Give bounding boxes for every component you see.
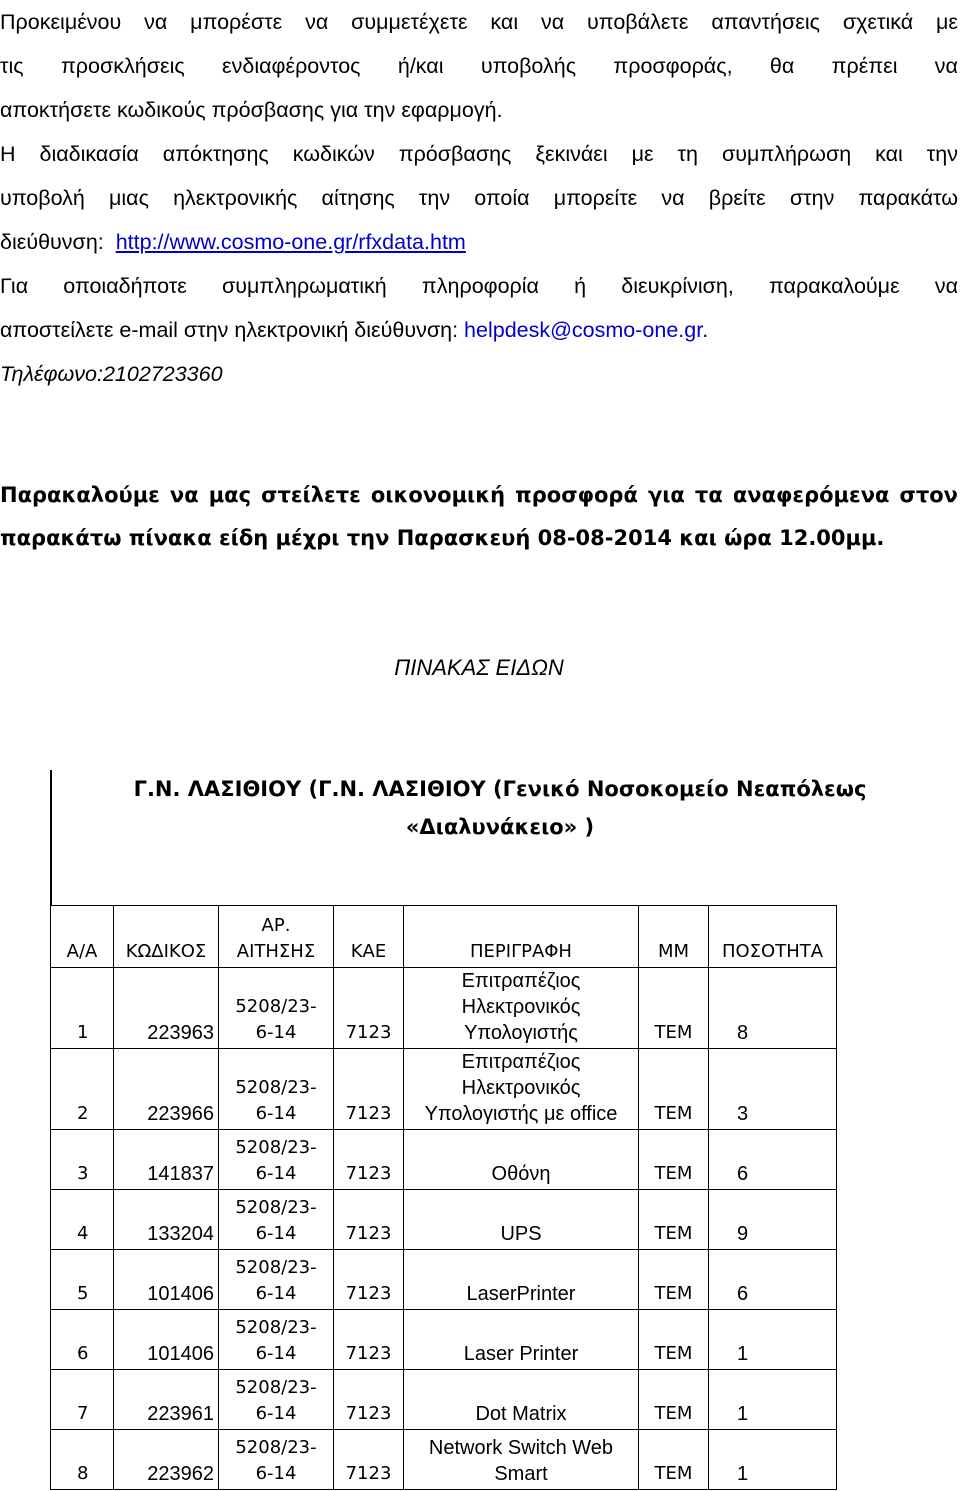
cell-quantity-text: 6 — [737, 1163, 749, 1185]
hospital-name-line: «Διαλυνάκειο» ) — [405, 815, 595, 839]
request-line: παρακάτω πίνακα είδη μέχρι την Παρασκευή 08-08-2014 και ώρα 12.00μμ. — [0, 526, 885, 550]
cell-kae — [334, 1190, 404, 1250]
cell-request-line: 5208/23- — [235, 1377, 317, 1398]
cell-code-text: 223961 — [147, 1403, 214, 1425]
cell-aa-text: 7 — [77, 1403, 89, 1424]
cell-mm-text: TEM — [654, 1223, 693, 1244]
table-row — [51, 968, 837, 1049]
intro-line: Η διαδικασία απόκτησης κωδικών πρόσβασης ξεκινάει με τη συμπλήρωση και την — [0, 142, 958, 166]
table-title: ΠΙΝΑΚΑΣ ΕΙΔΩΝ — [394, 655, 564, 680]
intro-line: τις προσκλήσεις ενδιαφέροντος ή/και υποβολής προσφοράς, θα πρέπει να — [0, 54, 958, 78]
cell-code — [114, 1130, 219, 1190]
cell-kae — [334, 1250, 404, 1310]
cell-mm — [639, 1049, 709, 1130]
cell-description-line: Υπολογιστής με office — [424, 1103, 618, 1125]
cell-request-line: 5208/23- — [235, 996, 317, 1017]
cell-request — [219, 1250, 334, 1310]
cell-code-text: 101406 — [147, 1343, 214, 1365]
cell-mm-text: TEM — [654, 1022, 693, 1043]
cell-request — [219, 1370, 334, 1430]
cell-description — [404, 1190, 639, 1250]
cell-aa-text: 4 — [77, 1223, 89, 1244]
cell-quantity-text: 8 — [737, 1022, 749, 1044]
intro-email-line — [0, 308, 958, 352]
cell-aa-text: 8 — [77, 1463, 89, 1484]
cell-code-text: 101406 — [147, 1283, 214, 1305]
cell-kae — [334, 1370, 404, 1430]
cell-kae-text: 7123 — [345, 1283, 392, 1304]
cell-code-text: 223963 — [147, 1022, 214, 1044]
cell-quantity — [709, 1049, 837, 1130]
email-label: αποστείλετε e-mail στην ηλεκτρονική διεύθυνση: — [0, 318, 459, 342]
cell-request-line: 6-14 — [255, 1403, 297, 1424]
cell-mm-text: TEM — [654, 1403, 693, 1424]
cell-kae-text: 7123 — [345, 1163, 392, 1184]
table-row — [51, 1190, 837, 1250]
cell-aa — [51, 1049, 114, 1130]
cell-aa-text: 1 — [77, 1022, 89, 1043]
cell-mm-text: TEM — [654, 1283, 693, 1304]
intro-address-line — [0, 220, 958, 264]
cell-request — [219, 1310, 334, 1370]
email-period: . — [702, 318, 709, 342]
cell-code-text: 133204 — [147, 1223, 214, 1245]
cell-request-line: 5208/23- — [235, 1077, 317, 1098]
cell-request-line: 5208/23- — [235, 1257, 317, 1278]
cell-description-line: Laser Printer — [463, 1343, 579, 1365]
cell-request-line: 6-14 — [255, 1463, 297, 1484]
cell-request-line: 6-14 — [255, 1283, 297, 1304]
cell-mm — [639, 1370, 709, 1430]
col-header-request-line: ΑΙΤΗΣΗΣ — [236, 941, 316, 962]
cell-description — [404, 1310, 639, 1370]
table-row — [51, 1310, 837, 1370]
cell-mm — [639, 1250, 709, 1310]
cell-quantity-text: 1 — [737, 1463, 749, 1485]
table-body — [51, 968, 837, 1490]
cell-code — [114, 1049, 219, 1130]
cell-request — [219, 968, 334, 1049]
helpdesk-email-link[interactable]: helpdesk@cosmo-one.gr — [464, 318, 703, 342]
cell-aa — [51, 1250, 114, 1310]
table-row — [51, 1370, 837, 1430]
intro-paragraph — [0, 0, 958, 396]
table-header-row — [51, 906, 837, 968]
cell-description-line: Επιτραπέζιος — [461, 970, 581, 992]
cell-request — [219, 1049, 334, 1130]
table-frame-border — [50, 770, 52, 906]
cell-quantity — [709, 1430, 837, 1490]
cell-aa — [51, 1430, 114, 1490]
cell-mm — [639, 1130, 709, 1190]
phone-number: Τηλέφωνο:2102723360 — [0, 362, 223, 386]
col-header-description: ΠΕΡΙΓΡΑΦΗ — [404, 906, 639, 968]
cell-kae — [334, 1430, 404, 1490]
address-label: διεύθυνση: — [0, 230, 104, 254]
col-header-aa: Α/Α — [51, 906, 114, 968]
cell-description-line: LaserPrinter — [466, 1283, 576, 1305]
cell-mm-text: TEM — [654, 1103, 693, 1124]
cell-description — [404, 1250, 639, 1310]
hospital-name — [120, 770, 880, 846]
cell-request-line: 5208/23- — [235, 1197, 317, 1218]
cell-request-line: 6-14 — [255, 1223, 297, 1244]
cell-code — [114, 1370, 219, 1430]
cell-description-line: Επιτραπέζιος — [461, 1051, 581, 1073]
cell-code-text: 223966 — [147, 1103, 214, 1125]
cell-mm — [639, 1190, 709, 1250]
cell-kae-text: 7123 — [345, 1223, 392, 1244]
cell-quantity — [709, 968, 837, 1049]
cell-aa — [51, 1190, 114, 1250]
cell-kae — [334, 968, 404, 1049]
cell-aa-text: 6 — [77, 1343, 89, 1364]
request-line: Παρακαλούμε να μας στείλετε οικονομική προσφορά για τα αναφερόμενα στον — [0, 483, 958, 507]
cell-quantity-text: 9 — [737, 1223, 749, 1245]
cell-kae-text: 7123 — [345, 1022, 392, 1043]
cell-aa — [51, 1370, 114, 1430]
cell-code — [114, 968, 219, 1049]
cell-description-line: Smart — [494, 1463, 548, 1485]
cell-request-line: 6-14 — [255, 1103, 297, 1124]
cell-mm-text: TEM — [654, 1343, 693, 1364]
cell-quantity-text: 6 — [737, 1283, 749, 1305]
cell-description — [404, 1049, 639, 1130]
cell-request — [219, 1190, 334, 1250]
cell-aa-text: 3 — [77, 1163, 89, 1184]
cell-aa-text: 2 — [77, 1103, 89, 1124]
cell-code-text: 223962 — [147, 1463, 214, 1485]
cell-aa — [51, 1130, 114, 1190]
cell-code-text: 141837 — [147, 1163, 214, 1185]
cell-description-line: Dot Matrix — [475, 1403, 567, 1425]
cell-code — [114, 1310, 219, 1370]
cell-description-line: Ηλεκτρονικός — [461, 1077, 581, 1099]
table-row — [51, 1430, 837, 1490]
cell-mm — [639, 968, 709, 1049]
cell-quantity — [709, 1130, 837, 1190]
cell-description — [404, 1370, 639, 1430]
cell-request — [219, 1430, 334, 1490]
cell-aa-text: 5 — [77, 1283, 89, 1304]
cell-quantity — [709, 1250, 837, 1310]
cell-description — [404, 1430, 639, 1490]
intro-line: αποκτήσετε κωδικούς πρόσβασης για την εφαρμογή. — [0, 98, 503, 122]
cell-request-line: 5208/23- — [235, 1137, 317, 1158]
cell-kae — [334, 1310, 404, 1370]
intro-line: Προκειμένου να μπορέστε να συμμετέχετε και να υποβάλετε απαντήσεις σχετικά με — [0, 10, 958, 34]
cell-quantity — [709, 1310, 837, 1370]
table-row — [51, 1250, 837, 1310]
cell-mm-text: TEM — [654, 1163, 693, 1184]
table-row — [51, 1049, 837, 1130]
cell-request-line: 6-14 — [255, 1343, 297, 1364]
cell-quantity — [709, 1370, 837, 1430]
cell-quantity-text: 3 — [737, 1103, 749, 1125]
col-header-quantity: ΠΟΣΟΤΗΤΑ — [709, 906, 837, 968]
cell-code — [114, 1250, 219, 1310]
col-header-kae: ΚΑΕ — [334, 906, 404, 968]
items-table — [50, 905, 837, 1490]
col-header-code: ΚΩΔΙΚΟΣ — [114, 906, 219, 968]
cell-aa — [51, 968, 114, 1049]
cell-request-line: 6-14 — [255, 1022, 297, 1043]
cell-request-line: 5208/23- — [235, 1317, 317, 1338]
rfxdata-link[interactable]: http://www.cosmo-one.gr/rfxdata.htm — [115, 230, 466, 254]
cell-aa — [51, 1310, 114, 1370]
cell-kae-text: 7123 — [345, 1343, 392, 1364]
cell-mm — [639, 1430, 709, 1490]
cell-description-line: UPS — [500, 1223, 542, 1245]
intro-line: Για οποιαδήποτε συμπληρωματική πληροφορία ή διευκρίνιση, παρακαλούμε να — [0, 274, 958, 298]
cell-mm-text: TEM — [654, 1463, 693, 1484]
cell-mm — [639, 1310, 709, 1370]
col-header-request — [219, 906, 334, 968]
cell-quantity-text: 1 — [737, 1403, 749, 1425]
request-paragraph — [0, 474, 958, 560]
intro-line: υποβολή μιας ηλεκτρονικής αίτησης την οποία μπορείτε να βρείτε στην παρακάτω — [0, 186, 958, 210]
cell-request-line: 5208/23- — [235, 1437, 317, 1458]
cell-description-line: Οθόνη — [491, 1163, 551, 1185]
col-header-request-line: ΑΡ. — [261, 915, 291, 936]
cell-code — [114, 1430, 219, 1490]
cell-quantity-text: 1 — [737, 1343, 749, 1365]
cell-description-line: Ηλεκτρονικός — [461, 996, 581, 1018]
cell-request-line: 6-14 — [255, 1163, 297, 1184]
cell-description-line: Network Switch Web — [428, 1437, 614, 1459]
cell-kae — [334, 1049, 404, 1130]
col-header-mm: ΜΜ — [639, 906, 709, 968]
cell-kae — [334, 1130, 404, 1190]
cell-description — [404, 968, 639, 1049]
table-row — [51, 1130, 837, 1190]
cell-description-line: Υπολογιστής — [464, 1022, 578, 1044]
cell-kae-text: 7123 — [345, 1103, 392, 1124]
cell-kae-text: 7123 — [345, 1403, 392, 1424]
cell-description — [404, 1130, 639, 1190]
cell-code — [114, 1190, 219, 1250]
cell-quantity — [709, 1190, 837, 1250]
hospital-name-line: Γ.Ν. ΛΑΣΙΘΙΟΥ (Γ.Ν. ΛΑΣΙΘΙΟΥ (Γενικό Νοσοκομείο Νεαπόλεως — [133, 777, 867, 801]
cell-kae-text: 7123 — [345, 1463, 392, 1484]
cell-request — [219, 1130, 334, 1190]
